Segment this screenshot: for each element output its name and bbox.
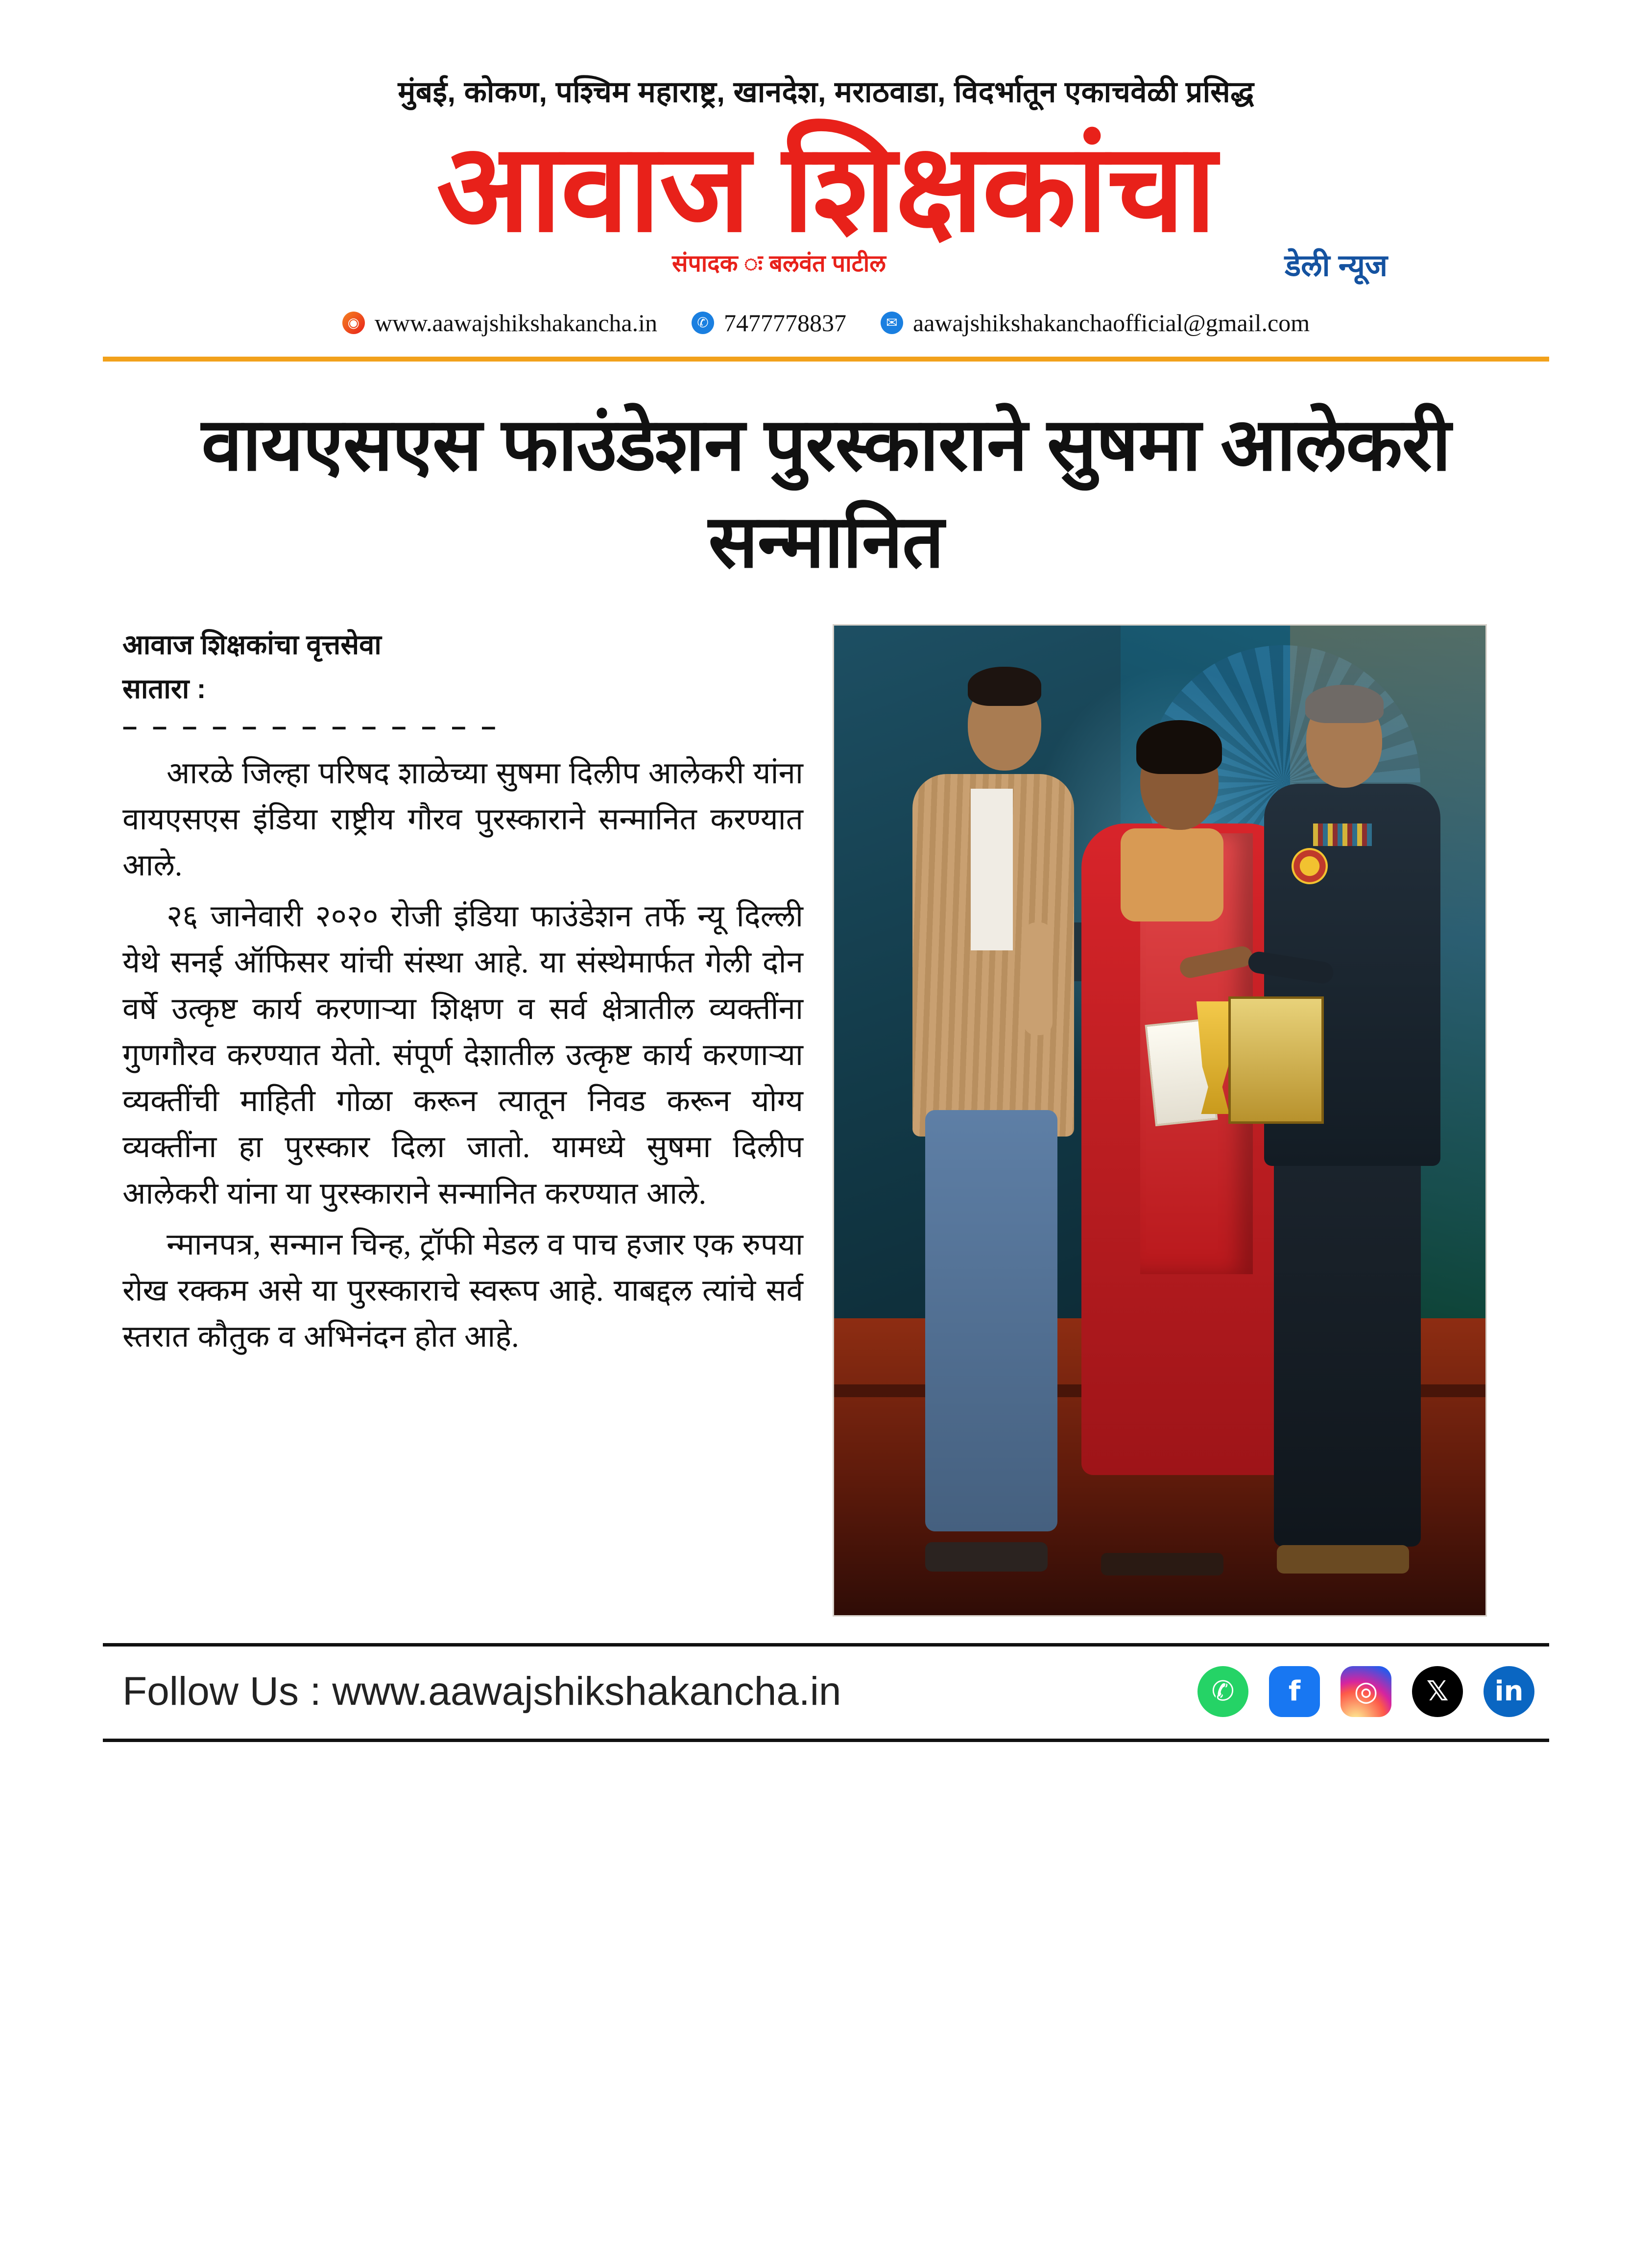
awardee-hair [1136,720,1222,774]
person-left-legs [925,1110,1057,1531]
officer-shoes [1277,1545,1409,1574]
article-dash-separator: – – – – – – – – – – – – – [122,711,500,741]
page-title: आवाज शिक्षकांचा [436,120,1216,256]
phone-text: 7477778837 [724,309,846,337]
social-links [1197,1666,1534,1717]
twitter-x-icon[interactable]: 𝕏 [1412,1666,1463,1717]
footer [122,1647,1534,1717]
article-paragraph: न्मानपत्र, सन्मान चिन्ह, ट्रॉफी मेडल व पाच हजार एक रुपया रोख रक्कम असे या पुरस्काराचे स्वरूप आहे. याबद्दल त्यांचे सर्व स्तरात कौतुक व अभिनंदन होत आहे. [122,1228,803,1354]
article-text-column [122,624,803,1365]
website-text: www.aawajshikshakancha.in [374,309,657,337]
contact-bar [103,309,1549,337]
email-text: aawajshikshakanchaofficial@gmail.com [913,309,1310,337]
article-dateline: सातारा : [122,673,206,704]
footer-divider-top [103,1643,1549,1647]
masthead-subline-row [103,244,1549,291]
daily-news-label: डेली न्यूज [1284,248,1388,283]
contact-phone[interactable] [692,309,846,337]
footer-divider-bottom [103,1739,1549,1742]
memento-shield [1228,996,1324,1124]
officer-medal-ribbons [1313,823,1372,846]
masthead [0,0,1652,337]
follow-us-text: Follow Us : www.aawajshikshakancha.in [122,1669,841,1714]
person-left-arm [1023,922,1053,1035]
officer-rosette [1292,848,1328,884]
officer-hair [1305,685,1384,723]
contact-email[interactable] [881,309,1310,337]
article-headline: वायएसएस फाउंडेशन पुरस्काराने सुषमा आलेकरी सन्मानित [201,403,1451,582]
awardee-blouse [1121,828,1223,921]
article-paragraph: २६ जानेवारी २०२० रोजी इंडिया फाउंडेशन तर्फे न्यू दिल्ली येथे सनई ऑफिसर यांची संस्था आहे. या संस्थेमार्फत गेली दोन वर्षे उत्कृष्ट कार्य करणाऱ्या शिक्षण व सर्व क्षेत्रातील व्यक्तींना गुणगौरव करण्यात येतो. संपूर्ण देशातील उत्कृष्ट कार्य करणाऱ्या व्यक्तींची माहिती गोळा करून त्यातून निवड करून योग्य व्यक्तींना हा पुरस्कार दिला जातो. यामध्ये सुषमा दिलीप आलेकरी यांना या पुरस्काराने सन्मानित करण्यात आले. [122,900,803,1211]
awardee-feet [1101,1553,1223,1575]
contact-website[interactable] [342,309,657,337]
person-left-hair [968,667,1041,706]
person-left-shoes [925,1542,1048,1572]
linkedin-icon[interactable]: in [1484,1666,1534,1717]
award-ceremony-photo [833,624,1487,1617]
article-paragraph: आरळे जिल्हा परिषद शाळेच्या सुषमा दिलीप आलेकरी यांना वायएसएस इंडिया राष्ट्रीय गौरव पुरस्काराने सन्मानित करण्यात आले. [122,756,803,882]
phone-icon: ✆ [692,312,714,334]
masthead-tagline: मुंबई, कोकण, पश्चिम महाराष्ट्र, खानदेश, मराठवाडा, विदर्भातून एकाचवेळी प्रसिद्ध [398,75,1254,108]
person-left-shirt [971,789,1013,950]
article-photo-column [833,624,1484,1617]
article-byline: आवाज शिक्षकांचा वृत्तसेवा [122,629,382,660]
editor-credit: संपादक ः बलवंत पाटील [672,250,886,277]
masthead-title-wrap [103,120,1549,291]
instagram-icon[interactable]: ◎ [1341,1666,1391,1717]
whatsapp-icon[interactable]: ✆ [1197,1666,1248,1717]
globe-icon: ◉ [342,312,365,334]
masthead-divider [103,357,1549,362]
article-body [122,624,1549,1617]
facebook-icon[interactable]: f [1269,1666,1320,1717]
mail-icon: ✉ [881,312,903,334]
officer-legs [1274,1140,1421,1547]
